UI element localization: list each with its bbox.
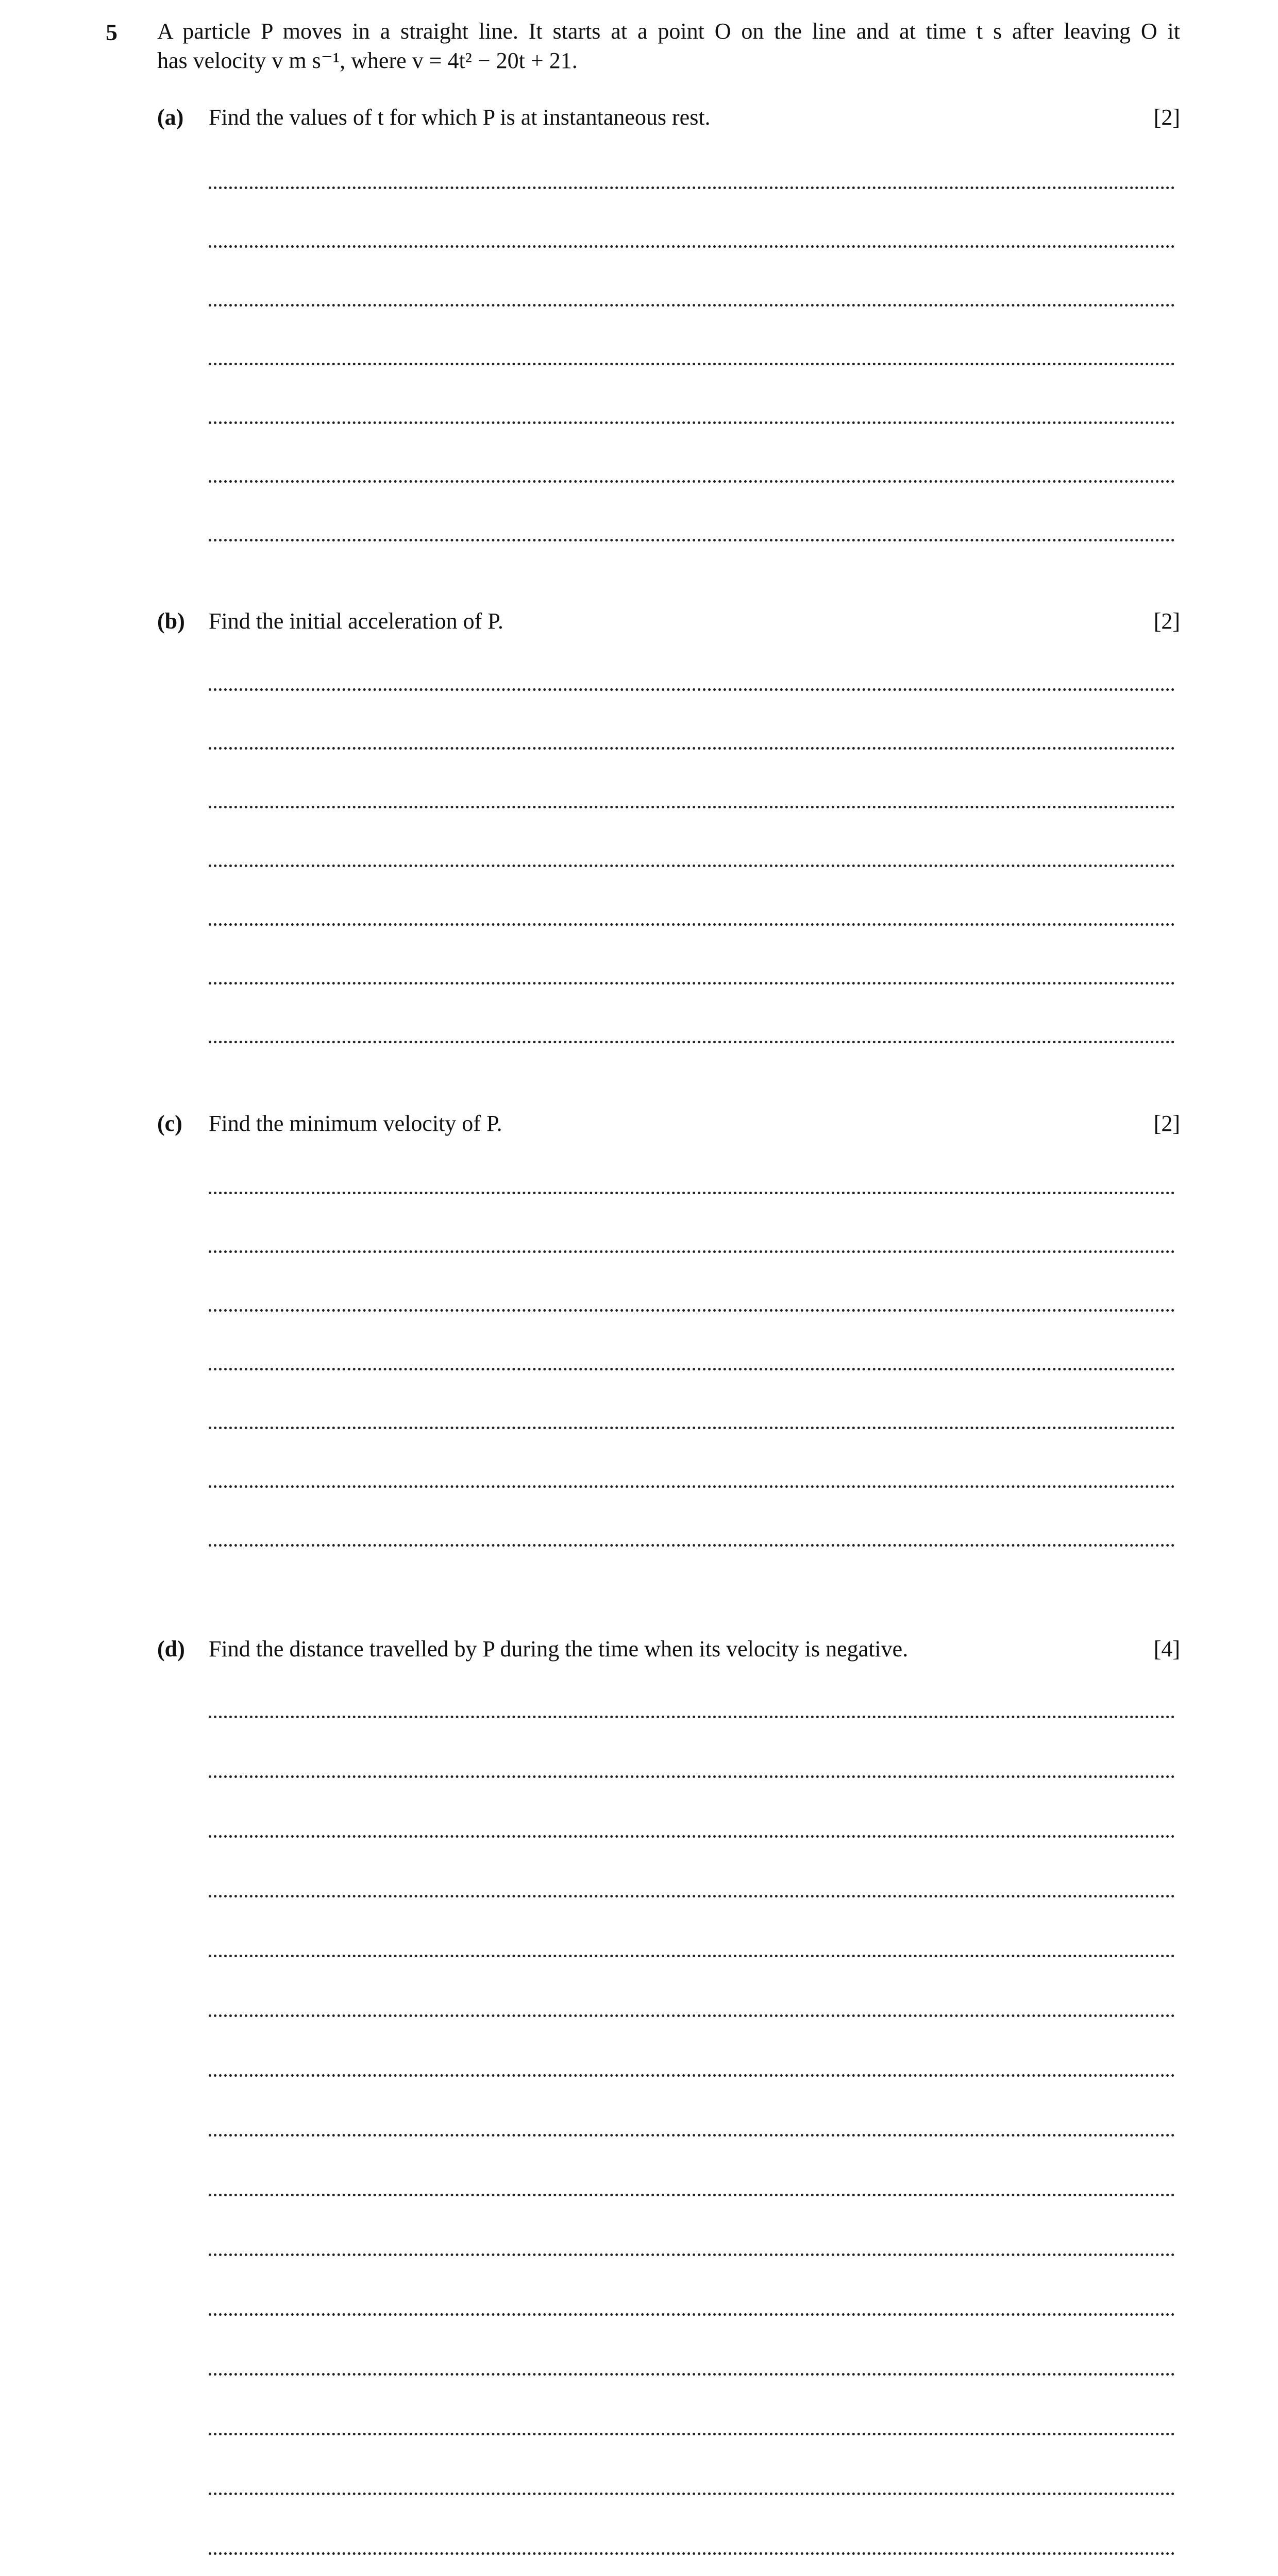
answer-line[interactable]	[209, 1835, 1175, 1838]
answer-line[interactable]	[209, 1955, 1175, 1957]
part-b-prompt: Find the initial acceleration of P.	[209, 608, 503, 634]
part-a-prompt: Find the values of t for which P is at instantaneous rest.	[209, 105, 711, 130]
answer-line[interactable]	[209, 2134, 1175, 2137]
answer-line[interactable]	[209, 2433, 1175, 2435]
answer-line[interactable]	[209, 865, 1175, 867]
answer-line[interactable]	[209, 1309, 1175, 1312]
answer-line[interactable]	[209, 806, 1175, 808]
answer-line[interactable]	[209, 245, 1175, 248]
question-number: 5	[106, 19, 117, 45]
answer-line[interactable]	[209, 1895, 1175, 1897]
answer-line[interactable]	[209, 1544, 1175, 1547]
question-stem	[157, 16, 1180, 75]
part-c-marks: [2]	[1153, 1111, 1180, 1136]
part-c	[157, 1110, 1180, 1141]
answer-line[interactable]	[209, 1041, 1175, 1043]
part-b-label: (b)	[157, 608, 185, 634]
part-d-label: (d)	[157, 1636, 185, 1662]
answer-line[interactable]	[209, 923, 1175, 926]
answer-line[interactable]	[209, 1192, 1175, 1194]
answer-line[interactable]	[209, 2074, 1175, 2077]
part-d-marks: [4]	[1153, 1636, 1180, 1662]
answer-line[interactable]	[209, 1485, 1175, 1488]
part-a-label: (a)	[157, 105, 184, 130]
answer-line[interactable]	[209, 1775, 1175, 1778]
part-d	[157, 1636, 1180, 1667]
answer-line[interactable]	[209, 2253, 1175, 2256]
answer-line[interactable]	[209, 1368, 1175, 1370]
answer-line[interactable]	[209, 1427, 1175, 1429]
answer-line[interactable]	[209, 2313, 1175, 2316]
part-b	[157, 608, 1180, 639]
answer-line[interactable]	[209, 363, 1175, 365]
answer-line[interactable]	[209, 187, 1175, 189]
part-b-marks: [2]	[1153, 608, 1180, 634]
part-c-prompt: Find the minimum velocity of P.	[209, 1111, 502, 1136]
answer-line[interactable]	[209, 2014, 1175, 2017]
answer-line[interactable]	[209, 2194, 1175, 2196]
answer-line[interactable]	[209, 2493, 1175, 2495]
answer-line[interactable]	[209, 304, 1175, 307]
part-d-prompt: Find the distance travelled by P during the time when its velocity is negative.	[209, 1636, 909, 1662]
answer-line[interactable]	[209, 982, 1175, 985]
answer-line[interactable]	[209, 747, 1175, 750]
answer-line[interactable]	[209, 2552, 1175, 2555]
answer-line[interactable]	[209, 1250, 1175, 1253]
part-a-marks: [2]	[1153, 105, 1180, 130]
part-c-label: (c)	[157, 1111, 182, 1136]
answer-line[interactable]	[209, 539, 1175, 541]
answer-line[interactable]	[209, 2373, 1175, 2376]
question-stem-line-1: A particle P moves in a straight line. It starts at a point O on the line and at time t s after leaving O it	[157, 19, 1180, 44]
answer-line[interactable]	[209, 1716, 1175, 1718]
part-a	[157, 104, 1180, 135]
question-stem-line-2: has velocity v m s⁻¹, where v = 4t² − 20t + 21.	[157, 48, 578, 73]
answer-line[interactable]	[209, 421, 1175, 424]
answer-line[interactable]	[209, 688, 1175, 691]
answer-line[interactable]	[209, 480, 1175, 483]
